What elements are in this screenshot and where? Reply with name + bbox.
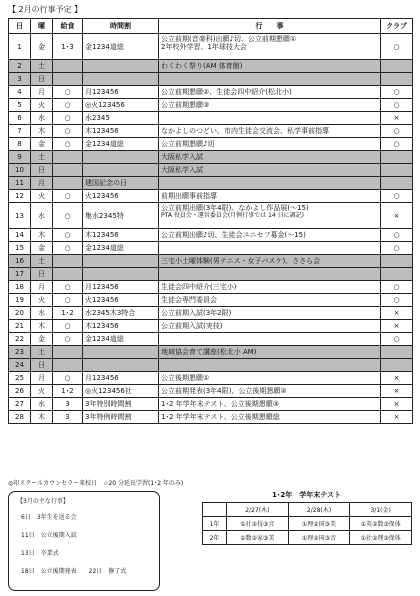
events-cell: 公立前期発表(3年4限)、公立後期懇願② xyxy=(159,385,381,398)
events-cell: 前期出願事前指導 xyxy=(159,190,381,203)
march-event-item: 13日 卒業式 xyxy=(21,550,59,557)
events-cell xyxy=(159,112,381,125)
club-cell: ○ xyxy=(381,125,413,138)
lunch-cell xyxy=(53,164,83,177)
club-cell: ○ xyxy=(381,242,413,255)
test-subjects: ①英②数③保体 xyxy=(350,517,412,531)
lunch-cell: ○ xyxy=(53,333,83,346)
test-row-grade1 xyxy=(203,517,412,531)
schedule-row xyxy=(9,385,413,398)
lunch-cell: ○ xyxy=(53,372,83,385)
day-cell: 24 xyxy=(9,359,31,372)
schedule-table xyxy=(8,18,413,424)
schedule-row xyxy=(9,359,413,372)
day-cell: 12 xyxy=(9,190,31,203)
day-cell: 25 xyxy=(9,372,31,385)
events-cell xyxy=(159,34,381,60)
lunch-cell: ○ xyxy=(53,112,83,125)
test-date-row xyxy=(203,503,412,517)
events-cell: 1･2 年学年末テスト、公立後期懇願③ xyxy=(159,398,381,411)
weekday-cell: 土 xyxy=(31,346,53,359)
lunch-cell: ○ xyxy=(53,320,83,333)
club-cell xyxy=(381,346,413,359)
club-cell: ○ xyxy=(381,86,413,99)
test-corner-cell xyxy=(203,503,227,517)
day-cell: 10 xyxy=(9,164,31,177)
day-cell: 27 xyxy=(9,398,31,411)
schedule-row xyxy=(9,346,413,359)
schedule-row xyxy=(9,190,413,203)
march-event-item: 18日 公立後期発表 22日 修了式 xyxy=(21,568,127,575)
schedule-row xyxy=(9,164,413,177)
events-cell: 1･2 年学年末テスト、公立後期懇願総 xyxy=(159,411,381,424)
day-cell: 5 xyxy=(9,99,31,112)
test-grade: 2年 xyxy=(203,531,227,545)
schedule-row xyxy=(9,281,413,294)
day-cell: 21 xyxy=(9,320,31,333)
weekday-cell: 月 xyxy=(31,177,53,190)
lunch-cell xyxy=(53,255,83,268)
schedule-row xyxy=(9,398,413,411)
timetable-cell: 火123456 xyxy=(83,190,159,203)
club-cell xyxy=(381,151,413,164)
day-cell: 15 xyxy=(9,242,31,255)
club-cell: ○ xyxy=(381,34,413,60)
club-cell xyxy=(381,255,413,268)
schedule-row xyxy=(9,411,413,424)
schedule-row xyxy=(9,112,413,125)
club-cell: ○ xyxy=(381,281,413,294)
weekday-cell: 日 xyxy=(31,73,53,86)
timetable-cell: 木123456 xyxy=(83,229,159,242)
test-subjects: ①社②技③音 xyxy=(227,517,289,531)
events-cell xyxy=(159,203,381,229)
test-row-grade2 xyxy=(203,531,412,545)
club-cell: × xyxy=(381,307,413,320)
schedule-row xyxy=(9,242,413,255)
footnote: ◎印スクールカウンセラー来校日 ☆20 分延長学習(1･2 年のみ) xyxy=(8,480,184,487)
timetable-cell xyxy=(83,346,159,359)
timetable-cell: 火123456 xyxy=(83,294,159,307)
day-cell: 20 xyxy=(9,307,31,320)
events-cell: 大阪私学入試 xyxy=(159,151,381,164)
club-cell: × xyxy=(381,385,413,398)
club-cell xyxy=(381,359,413,372)
lunch-cell: 1･2 xyxy=(53,385,83,398)
lunch-cell xyxy=(53,268,83,281)
events-cell: わくわく祭り(AM 体育館) xyxy=(159,60,381,73)
test-grade: 1年 xyxy=(203,517,227,531)
lunch-cell xyxy=(53,73,83,86)
weekday-cell: 金 xyxy=(31,242,53,255)
weekday-cell: 月 xyxy=(31,372,53,385)
weekday-cell: 水 xyxy=(31,307,53,320)
weekday-cell: 木 xyxy=(31,320,53,333)
page-title: 【 2月の行事予定 】 xyxy=(8,5,83,14)
timetable-cell xyxy=(83,151,159,164)
timetable-cell xyxy=(83,164,159,177)
club-cell: × xyxy=(381,411,413,424)
lunch-cell: 3 xyxy=(53,398,83,411)
timetable-cell xyxy=(83,73,159,86)
day-cell: 3 xyxy=(9,73,31,86)
day-cell: 4 xyxy=(9,86,31,99)
day-cell: 11 xyxy=(9,177,31,190)
day-cell: 7 xyxy=(9,125,31,138)
lunch-cell: ○ xyxy=(53,138,83,151)
weekday-cell: 水 xyxy=(31,203,53,229)
timetable-cell xyxy=(83,359,159,372)
event-line: 2年校外学習、1年球技大会 xyxy=(161,43,247,51)
lunch-cell xyxy=(53,359,83,372)
lunch-cell: ○ xyxy=(53,294,83,307)
header-day: 日 xyxy=(9,19,31,34)
weekday-cell: 月 xyxy=(31,281,53,294)
club-cell: × xyxy=(381,203,413,229)
events-cell: 公立前期入試(3年2限) xyxy=(159,307,381,320)
events-cell: 公立前期懇願②、生徒会四中紹介(松北小) xyxy=(159,86,381,99)
test-subjects: ①理②国③音 xyxy=(288,531,350,545)
event-line: 公立前期(音楽科)出願♪切、公立前期懇願① xyxy=(161,35,297,43)
weekday-cell: 水 xyxy=(31,398,53,411)
schedule-row xyxy=(9,60,413,73)
timetable-cell xyxy=(83,60,159,73)
schedule-row xyxy=(9,73,413,86)
schedule-row xyxy=(9,151,413,164)
club-cell: ○ xyxy=(381,99,413,112)
header-club: クラブ xyxy=(381,19,413,34)
timetable-cell: 建国記念の日 xyxy=(83,177,159,190)
timetable-cell: 水2345木3特合 xyxy=(83,307,159,320)
test-date: 3/1(金) xyxy=(350,503,412,517)
timetable-cell: 金1234道総 xyxy=(83,34,159,60)
weekday-cell: 土 xyxy=(31,60,53,73)
club-cell: × xyxy=(381,112,413,125)
club-cell xyxy=(381,60,413,73)
lunch-cell: ○ xyxy=(53,125,83,138)
events-cell: 生徒会四中紹介(三宅小) xyxy=(159,281,381,294)
march-events-box xyxy=(8,491,160,591)
events-cell xyxy=(159,359,381,372)
events-cell xyxy=(159,73,381,86)
day-cell: 17 xyxy=(9,268,31,281)
day-cell: 13 xyxy=(9,203,31,229)
test-date: 2/28(木) xyxy=(288,503,350,517)
day-cell: 23 xyxy=(9,346,31,359)
lunch-cell: 3 xyxy=(53,411,83,424)
day-cell: 1 xyxy=(9,34,31,60)
weekday-cell: 日 xyxy=(31,268,53,281)
club-cell: × xyxy=(381,372,413,385)
lunch-cell: ○ xyxy=(53,86,83,99)
lunch-cell xyxy=(53,177,83,190)
weekday-cell: 土 xyxy=(31,151,53,164)
club-cell: ○ xyxy=(381,229,413,242)
lunch-cell: 1･3 xyxy=(53,34,83,60)
day-cell: 14 xyxy=(9,229,31,242)
timetable-cell: ◎火123456 xyxy=(83,99,159,112)
day-cell: 19 xyxy=(9,294,31,307)
schedule-row xyxy=(9,177,413,190)
event-line: 公立前期出願(3年4限)、なかよし作品展(～15) xyxy=(161,204,309,212)
schedule-row xyxy=(9,294,413,307)
march-event-item: 11日 公立後期入試 xyxy=(21,532,77,539)
lunch-cell xyxy=(53,60,83,73)
event-line: PTA 役員会・運営委員会(月例行事では 14 日に調記) xyxy=(161,212,304,219)
club-cell: ○ xyxy=(381,190,413,203)
events-cell: 公立後期懇願① xyxy=(159,372,381,385)
timetable-cell: 集水2345特 xyxy=(83,203,159,229)
timetable-cell: ◎火123456社 xyxy=(83,385,159,398)
timetable-cell: 水2345 xyxy=(83,112,159,125)
lunch-cell: ○ xyxy=(53,229,83,242)
lunch-cell: ○ xyxy=(53,242,83,255)
weekday-cell: 金 xyxy=(31,333,53,346)
events-cell xyxy=(159,268,381,281)
lunch-cell xyxy=(53,151,83,164)
lunch-cell: ○ xyxy=(53,99,83,112)
club-cell xyxy=(381,177,413,190)
timetable-cell: 3年特例時間割 xyxy=(83,411,159,424)
events-cell xyxy=(159,242,381,255)
events-cell: 三宅小土曜体験(男テニス・女子バスケ)、ささら会 xyxy=(159,255,381,268)
club-cell xyxy=(381,268,413,281)
schedule-row xyxy=(9,268,413,281)
events-cell: 生徒会専門委員会 xyxy=(159,294,381,307)
day-cell: 26 xyxy=(9,385,31,398)
schedule-row xyxy=(9,255,413,268)
test-schedule-table xyxy=(202,502,412,545)
club-cell: ○ xyxy=(381,333,413,346)
timetable-cell: 木123456 xyxy=(83,320,159,333)
day-cell: 22 xyxy=(9,333,31,346)
weekday-cell: 月 xyxy=(31,86,53,99)
schedule-row xyxy=(9,138,413,151)
schedule-row xyxy=(9,229,413,242)
timetable-cell: 金1234道総 xyxy=(83,242,159,255)
test-subjects: ①理②国③美 xyxy=(288,517,350,531)
timetable-cell: 月123456 xyxy=(83,86,159,99)
test-subjects: ①社②理③保体 xyxy=(350,531,412,545)
lunch-cell xyxy=(53,346,83,359)
test-date: 2/27(木) xyxy=(227,503,289,517)
weekday-cell: 水 xyxy=(31,112,53,125)
day-cell: 18 xyxy=(9,281,31,294)
table-header-row xyxy=(9,19,413,34)
header-timetable: 時間割 xyxy=(83,19,159,34)
schedule-row xyxy=(9,320,413,333)
weekday-cell: 金 xyxy=(31,138,53,151)
day-cell: 2 xyxy=(9,60,31,73)
schedule-row xyxy=(9,99,413,112)
schedule-row xyxy=(9,125,413,138)
schedule-row xyxy=(9,307,413,320)
march-events-heading: 【3月の主な行事】 xyxy=(17,498,69,505)
timetable-cell: 金1234道総 xyxy=(83,138,159,151)
events-cell: 地域協会育て講座(松北小 AM) xyxy=(159,346,381,359)
lunch-cell: ○ xyxy=(53,281,83,294)
schedule-row xyxy=(9,372,413,385)
club-cell: ○ xyxy=(381,138,413,151)
lunch-cell: ○ xyxy=(53,190,83,203)
lunch-cell: ○ xyxy=(53,203,83,229)
header-lunch: 給食 xyxy=(53,19,83,34)
header-weekday: 曜 xyxy=(31,19,53,34)
timetable-cell xyxy=(83,255,159,268)
timetable-cell: 木123456 xyxy=(83,125,159,138)
march-event-item: 6日 3年生を送る会 xyxy=(21,514,77,521)
day-cell: 6 xyxy=(9,112,31,125)
club-cell xyxy=(381,73,413,86)
weekday-cell: 火 xyxy=(31,294,53,307)
events-cell: 公立前期懇願③ xyxy=(159,99,381,112)
weekday-cell: 土 xyxy=(31,255,53,268)
timetable-cell: 3年特別時間割 xyxy=(83,398,159,411)
weekday-cell: 金 xyxy=(31,34,53,60)
club-cell: × xyxy=(381,320,413,333)
weekday-cell: 火 xyxy=(31,99,53,112)
schedule-row xyxy=(9,86,413,99)
weekday-cell: 日 xyxy=(31,359,53,372)
schedule-row xyxy=(9,34,413,60)
timetable-cell: 金1234道総 xyxy=(83,333,159,346)
club-cell: ○ xyxy=(381,294,413,307)
weekday-cell: 木 xyxy=(31,411,53,424)
lunch-cell: 1･2 xyxy=(53,307,83,320)
test-schedule-title: 1･2年 学年末テスト xyxy=(272,491,341,499)
timetable-cell: 月123456 xyxy=(83,281,159,294)
timetable-cell xyxy=(83,268,159,281)
weekday-cell: 日 xyxy=(31,164,53,177)
schedule-row xyxy=(9,333,413,346)
club-cell: × xyxy=(381,398,413,411)
weekday-cell: 火 xyxy=(31,190,53,203)
events-cell xyxy=(159,333,381,346)
header-events: 行 事 xyxy=(159,19,381,34)
weekday-cell: 木 xyxy=(31,229,53,242)
schedule-row xyxy=(9,203,413,229)
events-cell: 公立前期入試(実技) xyxy=(159,320,381,333)
day-cell: 28 xyxy=(9,411,31,424)
day-cell: 9 xyxy=(9,151,31,164)
events-cell: 公立前期懇願♪切 xyxy=(159,138,381,151)
weekday-cell: 木 xyxy=(31,125,53,138)
club-cell xyxy=(381,164,413,177)
events-cell: 大阪私学入試 xyxy=(159,164,381,177)
events-cell xyxy=(159,177,381,190)
timetable-cell: 月123456 xyxy=(83,372,159,385)
events-cell: なかよしのつどい、市内生徒会交流会、私学事前指導 xyxy=(159,125,381,138)
day-cell: 16 xyxy=(9,255,31,268)
events-cell: 公立前期出願♪切、生徒会ユニセフ募金(～15) xyxy=(159,229,381,242)
test-subjects: ①数②家③美 xyxy=(227,531,289,545)
weekday-cell: 火 xyxy=(31,385,53,398)
day-cell: 8 xyxy=(9,138,31,151)
